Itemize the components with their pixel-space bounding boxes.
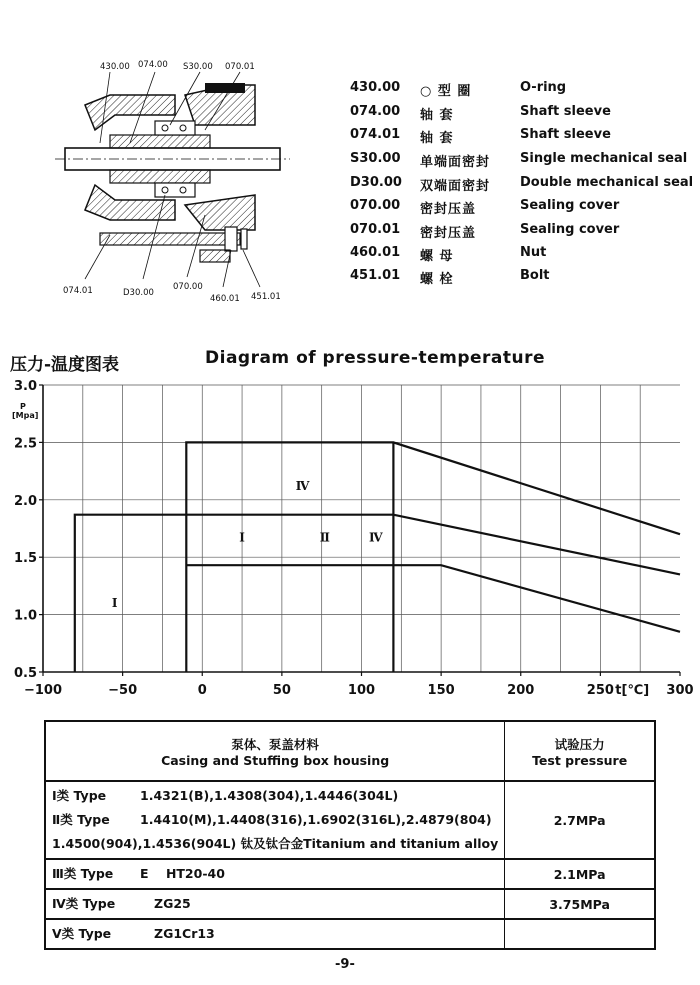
part-code: 460.01 xyxy=(350,245,401,260)
callout-070-00: 070.00 xyxy=(173,282,203,292)
type-i-line xyxy=(52,784,498,808)
part-name-en: Shaft sleeve xyxy=(520,127,611,142)
part-name-cn: 双端面密封 xyxy=(420,179,491,194)
header-casing-en: Casing and Stuffing box housing xyxy=(161,752,390,768)
chart-title-cn: 压力-温度图表 xyxy=(10,355,120,375)
table-row xyxy=(45,859,655,889)
region-label: Ⅰ xyxy=(239,530,245,545)
part-name-en: Nut xyxy=(520,245,547,260)
callout-d30-00: D30.00 xyxy=(123,288,154,298)
x-tick-label: −100 xyxy=(23,683,63,698)
callout-s30-00: S30.00 xyxy=(183,62,213,72)
y-tick-label: 2.0 xyxy=(13,493,37,509)
x-tick-label: 150 xyxy=(427,683,455,698)
header-test-pressure xyxy=(505,721,655,781)
part-name-en: Shaft sleeve xyxy=(520,104,611,119)
part-name-cn: 密封压盖 xyxy=(420,226,477,241)
part-code: 430.00 xyxy=(350,80,401,95)
x-tick-label: 250 xyxy=(586,683,614,698)
part-name-en: O-ring xyxy=(520,80,567,95)
part-name-en: Single mechanical seal xyxy=(520,151,688,166)
pressure-temperature-chart xyxy=(0,370,700,715)
legend-row xyxy=(350,222,690,242)
pressure-v xyxy=(505,919,655,949)
table-header-row xyxy=(45,721,655,781)
x-tick-label: 200 xyxy=(507,683,535,698)
pressure-iv: 3.75MPa xyxy=(505,889,655,919)
legend-row xyxy=(350,268,690,288)
part-code: 074.00 xyxy=(350,104,401,119)
region-label: Ⅱ xyxy=(319,530,330,545)
part-name-cn: 螺 栓 xyxy=(420,272,454,287)
chart-title-en: Diagram of pressure-temperature xyxy=(205,348,546,368)
callout-451-01: 451.01 xyxy=(251,292,281,302)
materials-table xyxy=(44,720,656,950)
legend-row xyxy=(350,198,690,218)
type-ii-materials: 1.4410(M),1.4408(316),1.6902(316L),2.4879(804) xyxy=(140,812,492,827)
part-code: D30.00 xyxy=(350,175,402,190)
part-code: 070.01 xyxy=(350,222,401,237)
type-iv-materials: ZG25 xyxy=(154,896,191,911)
type-ii-line xyxy=(52,808,498,832)
legend-row xyxy=(350,245,690,265)
table-row xyxy=(45,781,655,859)
header-casing xyxy=(45,721,505,781)
part-name-en: Double mechanical seal xyxy=(520,175,694,190)
pressure-group1: 2.7MPa xyxy=(505,781,655,859)
type-ii-label: Ⅱ类 Type xyxy=(52,812,110,827)
callout-070-01: 070.01 xyxy=(225,62,255,72)
type-i-label: Ⅰ类 Type xyxy=(52,788,107,803)
part-code: 074.01 xyxy=(350,127,401,142)
page-number: -9- xyxy=(335,957,355,972)
part-code: 070.00 xyxy=(350,198,401,213)
part-name-en: Bolt xyxy=(520,268,550,283)
callout-074-00: 074.00 xyxy=(138,60,168,70)
part-name-cn: 密封压盖 xyxy=(420,202,477,217)
materials-cell-iv xyxy=(45,889,505,919)
type-ii-continued-line xyxy=(52,832,498,856)
materials-cell-group1 xyxy=(45,781,505,859)
legend-row xyxy=(350,80,690,100)
part-code: 451.01 xyxy=(350,268,401,283)
legend-row xyxy=(350,127,690,147)
x-tick-label: −50 xyxy=(108,683,138,698)
region-label: Ⅰ xyxy=(111,596,118,611)
seal-cross-section-drawing xyxy=(55,55,305,305)
legend-row xyxy=(350,175,694,195)
region-label: Ⅳ xyxy=(295,479,310,494)
x-tick-label: 100 xyxy=(347,683,376,698)
y-axis-label: P [Mpa] xyxy=(12,402,39,420)
header-casing-cn: 泵体、泵盖材料 xyxy=(231,736,319,752)
materials-cell-v xyxy=(45,919,505,949)
part-name-en: Sealing cover xyxy=(520,198,620,213)
type-v-label: Ⅴ类 Type xyxy=(52,926,112,941)
type-iv-label: Ⅳ类 Type xyxy=(52,896,116,911)
legend-row xyxy=(350,151,690,171)
table-row xyxy=(45,919,655,949)
header-pressure-cn: 试验压力 xyxy=(554,736,605,752)
x-tick-label: 0 xyxy=(197,683,207,698)
part-name-cn: 螺 母 xyxy=(420,249,454,264)
part-name-en: Sealing cover xyxy=(520,222,620,237)
type-iii-materials: E HT20-40 xyxy=(140,866,225,881)
part-name-cn: 轴 套 xyxy=(420,108,454,123)
y-tick-label: 3.0 xyxy=(13,379,37,394)
part-code: S30.00 xyxy=(350,151,401,166)
callout-074-01: 074.01 xyxy=(63,286,93,296)
x-tick-label: 50 xyxy=(272,683,291,698)
part-name-cn: 单端面密封 xyxy=(420,155,491,170)
type-v-materials: ZG1Cr13 xyxy=(154,926,215,941)
type-iii-label: Ⅲ类 Type xyxy=(52,866,114,881)
pressure-iii: 2.1MPa xyxy=(505,859,655,889)
x-tick-label: 300 xyxy=(666,683,694,698)
y-tick-label: 2.5 xyxy=(13,436,37,452)
materials-cell-iii xyxy=(45,859,505,889)
part-name-cn: ○ 型 圈 xyxy=(420,84,472,99)
callout-430-00: 430.00 xyxy=(100,62,130,72)
y-tick-label: 1.5 xyxy=(13,551,37,567)
y-tick-label: 0.5 xyxy=(13,666,37,681)
series-line-3 xyxy=(186,565,680,632)
x-axis-label: t[℃] xyxy=(615,683,650,698)
y-tick-label: 1.0 xyxy=(13,608,37,624)
type-ii-materials-continued: 1.4500(904),1.4536(904L) 钛及钛合金Titanium and titanium alloy xyxy=(52,836,499,851)
callout-460-01: 460.01 xyxy=(210,294,240,304)
header-pressure-en: Test pressure xyxy=(532,752,628,768)
table-row xyxy=(45,889,655,919)
part-name-cn: 轴 套 xyxy=(420,131,454,146)
region-label: Ⅳ xyxy=(369,530,383,545)
legend-row xyxy=(350,104,690,124)
type-i-materials: 1.4321(B),1.4308(304),1.4446(304L) xyxy=(140,788,399,803)
